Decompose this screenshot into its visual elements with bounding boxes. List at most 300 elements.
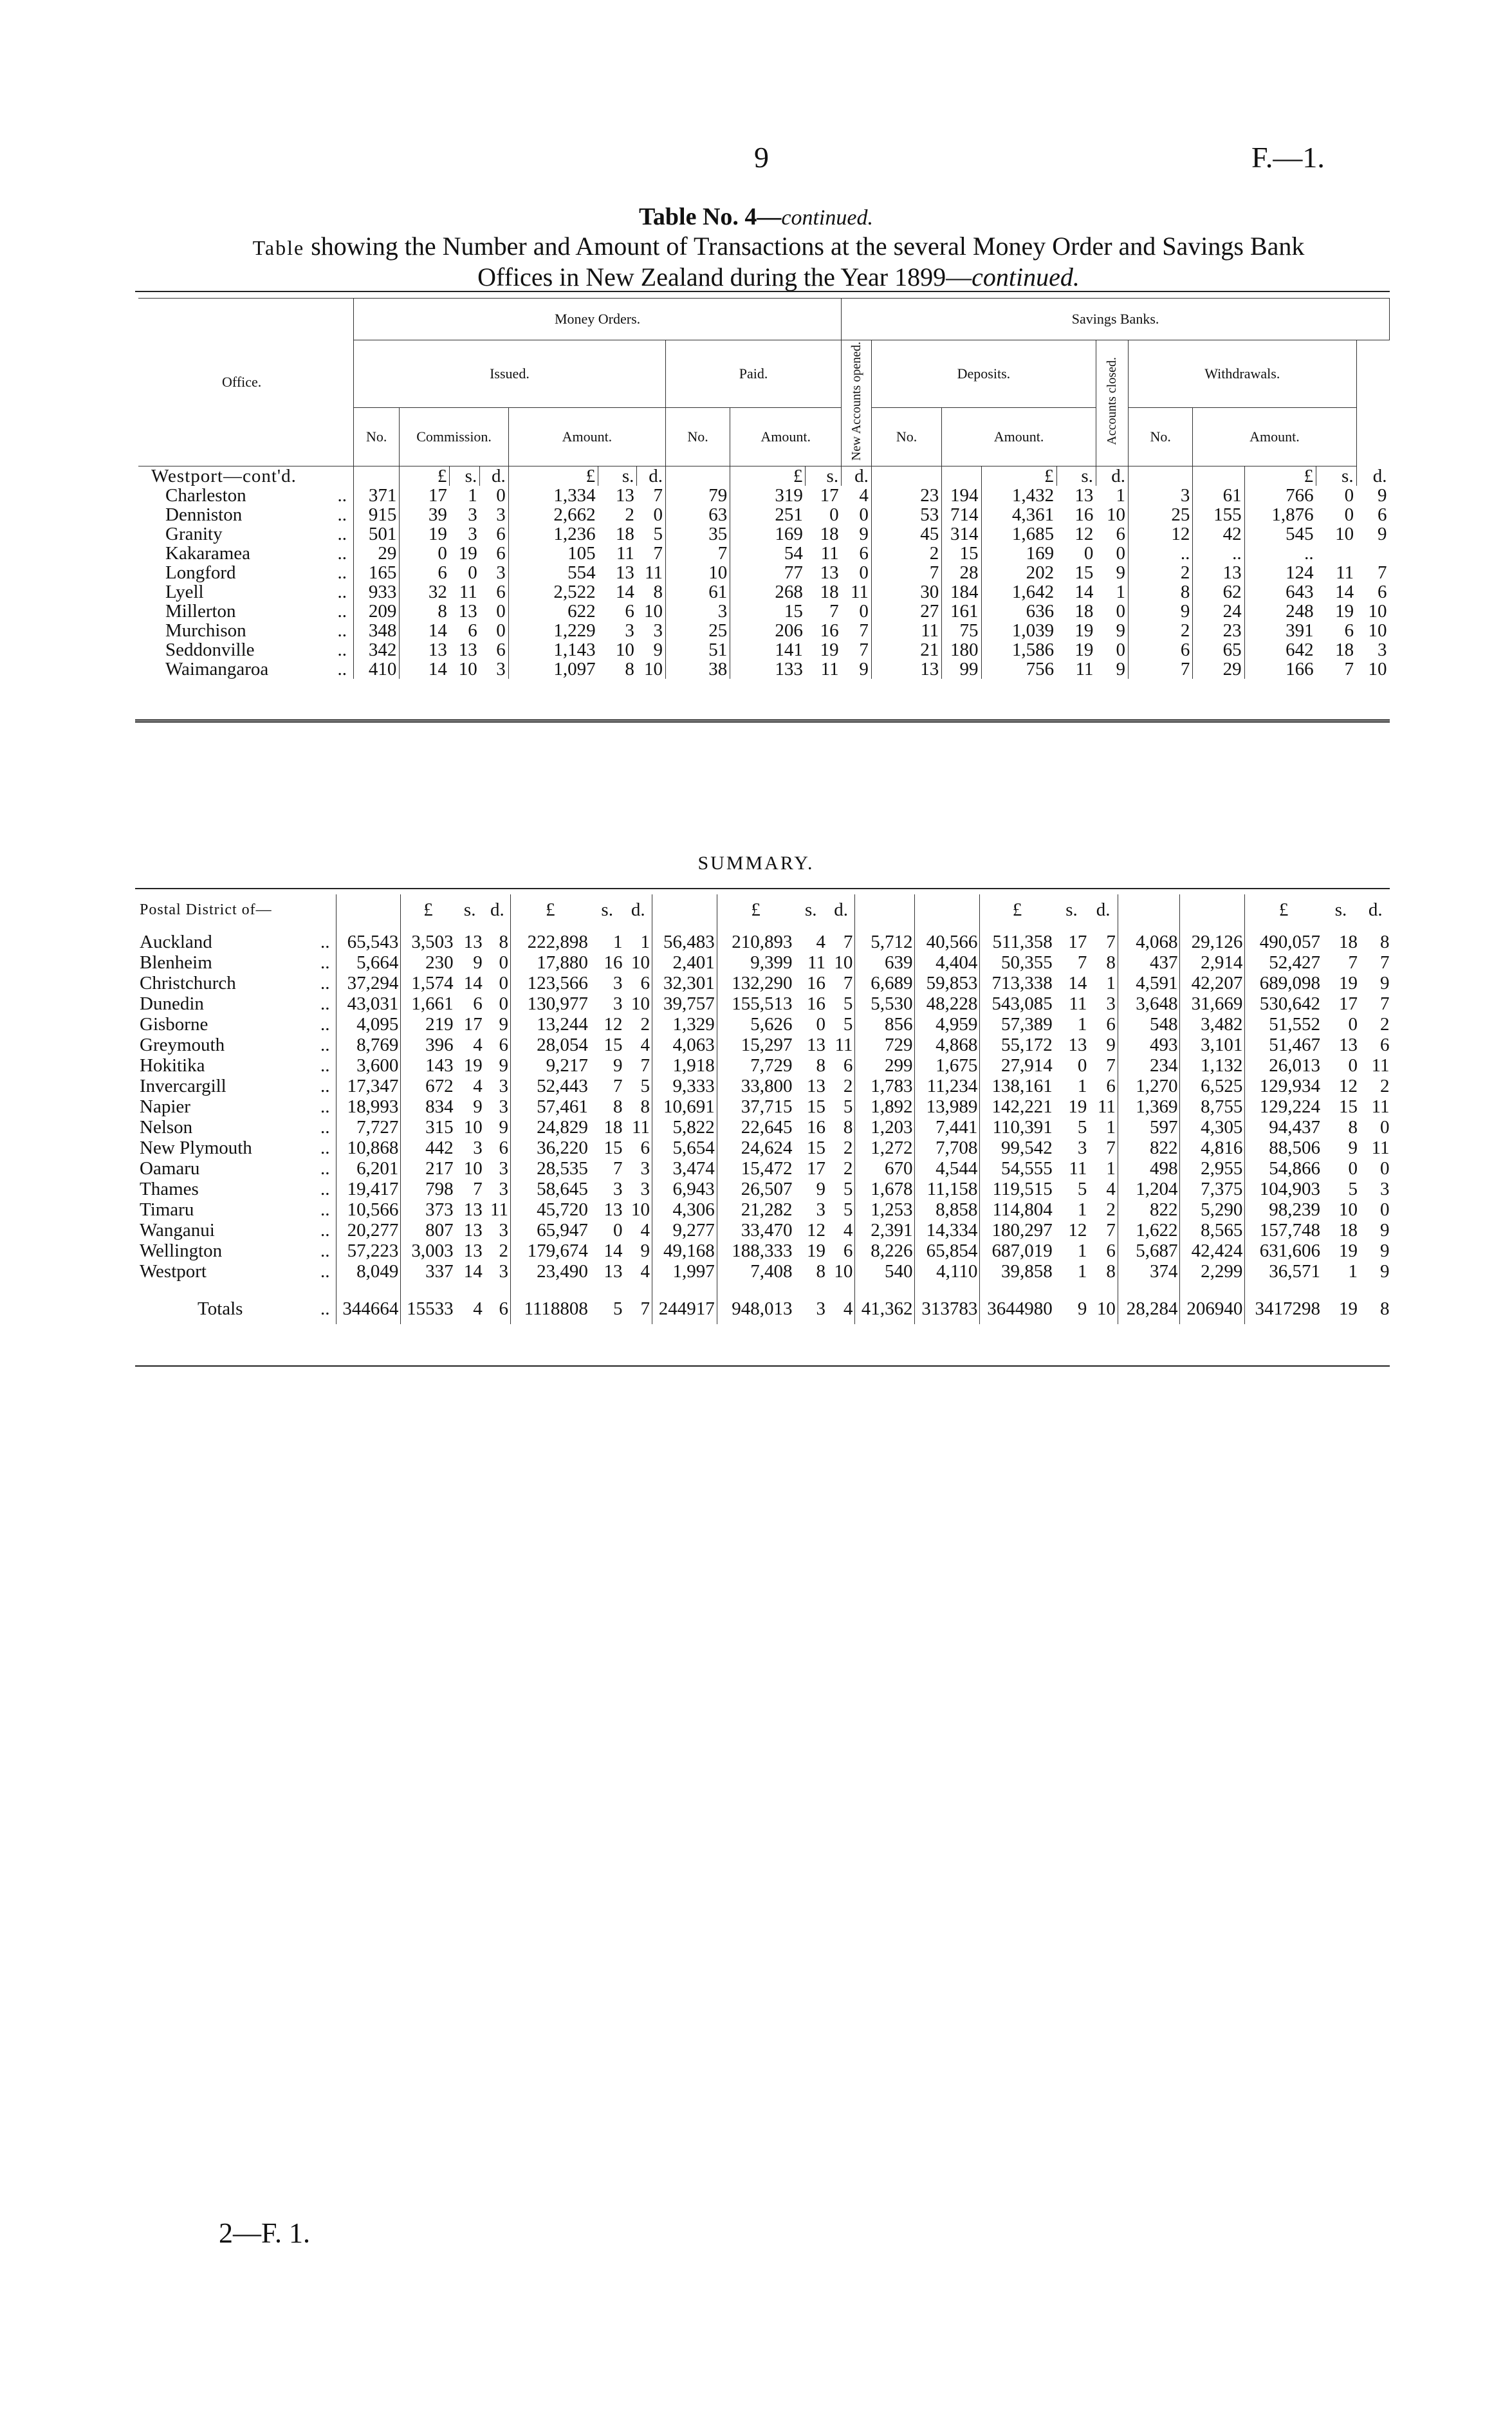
office-name xyxy=(138,563,353,582)
data-cell: 4,959 xyxy=(915,1014,980,1035)
data-cell: 8 xyxy=(613,1096,623,1117)
data-cell: 8,049 xyxy=(336,1261,401,1282)
office-name-text: Lyell xyxy=(165,581,204,602)
data-cell: 933 xyxy=(353,582,399,602)
unit-cell xyxy=(1180,894,1245,932)
data-cell: 9 xyxy=(473,952,483,973)
data-cell: 9 xyxy=(1106,1035,1116,1055)
unit-s: s. xyxy=(463,900,476,920)
data-cell: 180,297 xyxy=(980,1220,1055,1241)
district-name-text: New Plymouth xyxy=(140,1138,252,1158)
data-cell: 165 xyxy=(353,563,399,582)
data-cell: 14 xyxy=(604,1241,623,1261)
data-cell: 39 xyxy=(400,505,450,524)
data-cell: 0 xyxy=(499,993,508,1014)
data-cell: 12 xyxy=(1068,1220,1087,1241)
data-cell: 1,432 xyxy=(981,486,1056,505)
district-name-text: Westport xyxy=(140,1261,207,1282)
data-cell: 3 xyxy=(496,504,506,525)
data-cell: 3 xyxy=(499,1179,508,1199)
district-name xyxy=(137,1117,336,1138)
data-cell: 5 xyxy=(843,1199,853,1220)
office-name xyxy=(138,621,353,640)
district-name xyxy=(137,952,336,973)
district-name-text: Blenheim xyxy=(140,952,212,973)
data-cell: 3 xyxy=(640,1158,650,1179)
data-cell: 9 xyxy=(816,1179,825,1199)
savings-banks-header: Savings Banks. xyxy=(842,299,1390,340)
data-cell: 1,236 xyxy=(508,524,598,544)
data-cell: 17,347 xyxy=(336,1076,401,1096)
unit-l: £ xyxy=(510,894,589,932)
data-cell: 3 xyxy=(468,523,477,544)
data-cell: 7 xyxy=(613,1076,623,1096)
data-cell: 0 xyxy=(859,600,869,622)
data-cell: 9,217 xyxy=(510,1055,589,1076)
data-cell: 13,244 xyxy=(510,1014,589,1035)
data-cell: 689,098 xyxy=(1245,973,1322,993)
data-cell: 2 xyxy=(843,1158,853,1179)
data-cell: 10 xyxy=(463,1158,483,1179)
data-cell: 13 xyxy=(604,1199,623,1220)
table-row xyxy=(137,1055,1392,1076)
data-cell: 1,876 xyxy=(1244,505,1316,524)
data-cell: 1,329 xyxy=(652,1014,717,1035)
data-cell: 6 xyxy=(625,600,634,622)
data-cell: 23 xyxy=(871,486,941,505)
data-cell: 4,816 xyxy=(1180,1138,1245,1158)
data-cell: 0 xyxy=(499,973,508,993)
unit-l: £ xyxy=(730,466,806,486)
data-cell: 16 xyxy=(806,1117,825,1138)
data-cell: 4 xyxy=(859,485,869,506)
table-row xyxy=(137,1035,1392,1055)
data-cell: 27,914 xyxy=(980,1055,1055,1076)
data-cell: 24 xyxy=(1193,602,1244,621)
district-name xyxy=(137,1138,336,1158)
data-cell: 15 xyxy=(604,1138,623,1158)
data-cell: 0 xyxy=(496,485,506,506)
data-cell: 6 xyxy=(859,542,869,564)
district-name-text: Auckland xyxy=(140,932,212,952)
unit-d: d. xyxy=(490,900,504,920)
data-cell: 1,204 xyxy=(1118,1179,1180,1199)
data-cell: 15,297 xyxy=(717,1035,794,1055)
data-cell: 3 xyxy=(665,602,730,621)
data-cell: 7 xyxy=(653,542,663,564)
data-cell: 13 xyxy=(1338,1035,1358,1055)
data-cell: 1,892 xyxy=(855,1096,915,1117)
data-cell: 19 xyxy=(1074,639,1094,660)
data-cell: 766 xyxy=(1244,486,1316,505)
data-cell: 0 xyxy=(859,562,869,583)
data-cell: 53 xyxy=(871,505,941,524)
total-cell: 6 xyxy=(499,1298,508,1319)
data-cell: 4,095 xyxy=(336,1014,401,1035)
unit-d: d. xyxy=(480,466,509,486)
westport-table xyxy=(138,298,1390,679)
data-cell: 29 xyxy=(353,544,399,563)
district-name-text: Thames xyxy=(140,1179,199,1199)
data-cell: .. xyxy=(1129,544,1193,563)
data-cell: 4,361 xyxy=(981,505,1056,524)
new-accounts-label: New Accounts opened. xyxy=(849,342,863,461)
district-name xyxy=(137,1158,336,1179)
office-name xyxy=(138,544,353,563)
data-cell: 155 xyxy=(1193,505,1244,524)
data-cell: 19 xyxy=(400,524,450,544)
data-cell: 8 xyxy=(816,1261,825,1282)
data-cell: 3 xyxy=(1129,486,1193,505)
leader-dots: .. xyxy=(320,1096,330,1117)
data-cell: 17 xyxy=(806,1158,825,1179)
unit-d: d. xyxy=(834,900,849,920)
data-cell: 7 xyxy=(843,973,853,993)
data-cell: 7 xyxy=(1106,1055,1116,1076)
data-cell: 129,224 xyxy=(1245,1096,1322,1117)
data-cell: 622 xyxy=(508,602,598,621)
district-name-text: Christchurch xyxy=(140,973,236,993)
data-cell: 391 xyxy=(1244,621,1316,640)
data-cell: 636 xyxy=(981,602,1056,621)
data-cell: 15 xyxy=(806,1096,825,1117)
data-cell: 18 xyxy=(820,581,839,602)
withdrawals-header: Withdrawals. xyxy=(1129,340,1357,408)
data-cell: 6 xyxy=(640,973,650,993)
data-cell: 50,355 xyxy=(980,952,1055,973)
data-cell: 11 xyxy=(1371,1096,1390,1117)
table-row xyxy=(138,602,1390,621)
data-cell: 798 xyxy=(401,1179,456,1199)
office-name xyxy=(138,524,353,544)
data-cell: 142,221 xyxy=(980,1096,1055,1117)
data-cell: 437 xyxy=(1118,952,1180,973)
data-cell: 157,748 xyxy=(1245,1220,1322,1241)
data-cell: 3 xyxy=(499,1076,508,1096)
data-cell: 9 xyxy=(1129,602,1193,621)
data-cell: 13 xyxy=(806,1076,825,1096)
data-cell: 4 xyxy=(640,1035,650,1055)
data-cell: 19 xyxy=(1335,600,1354,622)
district-name xyxy=(137,1096,336,1117)
unit-cell xyxy=(665,466,730,486)
leader-dots: .. xyxy=(320,1179,330,1199)
unit-d: d. xyxy=(842,466,872,486)
data-cell: 6 xyxy=(843,1241,853,1261)
office-name xyxy=(138,505,353,524)
data-cell: 8 xyxy=(816,1055,825,1076)
data-cell: 6 xyxy=(496,639,506,660)
leader-dots: .. xyxy=(320,952,330,973)
data-cell: 8,226 xyxy=(855,1241,915,1261)
leader-dots: .. xyxy=(337,523,347,544)
data-cell: 2 xyxy=(625,504,634,525)
data-cell: 58,645 xyxy=(510,1179,589,1199)
data-cell: 13 xyxy=(463,1220,483,1241)
data-cell: 18 xyxy=(1335,639,1354,660)
district-name xyxy=(137,1220,336,1241)
data-cell: 123,566 xyxy=(510,973,589,993)
district-name-text: Wellington xyxy=(140,1241,223,1261)
unit-l: £ xyxy=(401,894,456,932)
caption-line1: showing the Number and Amount of Transactions at the several Money Order and Savings Bank xyxy=(304,232,1305,261)
summary-table-body xyxy=(137,894,1392,1324)
data-cell: 3 xyxy=(653,620,663,641)
data-cell: 38 xyxy=(665,660,730,679)
data-cell: 29 xyxy=(1193,660,1244,679)
data-cell: 6 xyxy=(499,1138,508,1158)
data-cell: 222,898 xyxy=(510,932,589,952)
data-cell: 3 xyxy=(1077,1138,1087,1158)
summary-title: SUMMARY. xyxy=(697,853,815,874)
data-cell: 6 xyxy=(1378,581,1387,602)
data-cell: 10 xyxy=(631,1199,650,1220)
data-cell: 65 xyxy=(1193,640,1244,660)
data-cell: 98,239 xyxy=(1245,1199,1322,1220)
data-cell: 6 xyxy=(1378,504,1387,525)
data-cell: 13 xyxy=(458,600,477,622)
data-cell: 11 xyxy=(850,581,869,602)
data-cell: 10 xyxy=(643,658,663,679)
data-cell: 9 xyxy=(1116,658,1126,679)
data-cell: 2 xyxy=(1129,621,1193,640)
district-name-text: Hokitika xyxy=(140,1055,205,1076)
data-cell: 1,334 xyxy=(508,486,598,505)
data-cell: 59,853 xyxy=(915,973,980,993)
data-cell: 25 xyxy=(1129,505,1193,524)
data-cell: 61 xyxy=(1193,486,1244,505)
data-cell: 7 xyxy=(859,639,869,660)
data-cell: 0 xyxy=(468,562,477,583)
office-name xyxy=(138,660,353,679)
table-title xyxy=(0,203,1512,231)
district-name xyxy=(137,1261,336,1282)
data-cell: 62 xyxy=(1193,582,1244,602)
data-cell: 7 xyxy=(843,932,853,952)
commission-header: Commission. xyxy=(400,407,508,466)
data-cell: 756 xyxy=(981,660,1056,679)
data-cell: 11 xyxy=(1069,993,1087,1014)
data-cell: 3,600 xyxy=(336,1055,401,1076)
data-cell: 8 xyxy=(1380,932,1390,952)
total-cell: 3417298 xyxy=(1245,1282,1322,1324)
office-name-text: Granity xyxy=(165,523,223,544)
leader-dots: .. xyxy=(337,504,347,525)
table-title-italic: continued. xyxy=(781,206,873,230)
data-cell: 670 xyxy=(855,1158,915,1179)
data-cell: 20,277 xyxy=(336,1220,401,1241)
data-cell: 16 xyxy=(604,952,623,973)
data-cell: 530,642 xyxy=(1245,993,1322,1014)
data-cell: 43,031 xyxy=(336,993,401,1014)
data-cell: 234 xyxy=(1118,1055,1180,1076)
data-cell: 33,800 xyxy=(717,1076,794,1096)
unit-s: s. xyxy=(804,900,817,920)
unit-l: £ xyxy=(981,466,1056,486)
data-cell: 8 xyxy=(1348,1117,1358,1138)
withdrawals-no-header: No. xyxy=(1129,407,1193,466)
data-cell: 10 xyxy=(631,952,650,973)
data-cell: 1 xyxy=(1106,973,1116,993)
data-cell: 138,161 xyxy=(980,1076,1055,1096)
data-cell: 3 xyxy=(613,973,623,993)
data-cell: 548 xyxy=(1118,1014,1180,1035)
data-cell: 0 xyxy=(1380,1158,1390,1179)
data-cell: 7 xyxy=(1129,660,1193,679)
office-name-text: Denniston xyxy=(165,504,243,525)
table-row xyxy=(137,1138,1392,1158)
data-cell: 3,474 xyxy=(652,1158,717,1179)
data-cell: 33,470 xyxy=(717,1220,794,1241)
data-cell: 8 xyxy=(1106,952,1116,973)
data-cell: 6 xyxy=(1106,1241,1116,1261)
data-cell: 94,437 xyxy=(1245,1117,1322,1138)
table-row xyxy=(137,1117,1392,1138)
data-cell: 12 xyxy=(1074,523,1094,544)
data-cell: 184 xyxy=(942,582,981,602)
data-cell: 26,013 xyxy=(1245,1055,1322,1076)
data-cell: 15 xyxy=(942,544,981,563)
data-cell: 4,068 xyxy=(1118,932,1180,952)
office-name xyxy=(138,640,353,660)
data-cell: 1,622 xyxy=(1118,1220,1180,1241)
data-cell: 713,338 xyxy=(980,973,1055,993)
summary-bottom-rule xyxy=(135,1365,1390,1367)
data-cell: 7 xyxy=(613,1158,623,1179)
data-cell xyxy=(1356,544,1389,563)
data-cell: 1 xyxy=(1348,1261,1358,1282)
data-cell: 180 xyxy=(942,640,981,660)
data-cell: 3 xyxy=(496,562,506,583)
data-cell: 29,126 xyxy=(1180,932,1245,952)
office-name-text: Waimangaroa xyxy=(165,658,269,679)
data-cell: 314 xyxy=(942,524,981,544)
unit-l: £ xyxy=(400,466,450,486)
data-cell: 28 xyxy=(942,563,981,582)
data-cell: 4 xyxy=(473,1076,483,1096)
summary-table xyxy=(137,894,1392,1324)
leader-dots: .. xyxy=(320,1055,330,1076)
data-cell: 13 xyxy=(820,562,839,583)
data-cell: 7 xyxy=(653,485,663,506)
data-cell: 32,301 xyxy=(652,973,717,993)
data-cell: 3 xyxy=(499,1261,508,1282)
data-cell: 4,544 xyxy=(915,1158,980,1179)
data-cell: 6,525 xyxy=(1180,1076,1245,1096)
data-cell: 1,918 xyxy=(652,1055,717,1076)
data-cell: 6 xyxy=(1106,1076,1116,1096)
data-cell: 493 xyxy=(1118,1035,1180,1055)
data-cell: 51,467 xyxy=(1245,1035,1322,1055)
data-cell: 498 xyxy=(1118,1158,1180,1179)
district-name-text: Gisborne xyxy=(140,1014,208,1035)
data-cell: 856 xyxy=(855,1014,915,1035)
data-cell: 1,143 xyxy=(508,640,598,660)
total-cell: 344664 xyxy=(336,1282,401,1324)
data-cell: 14,334 xyxy=(915,1220,980,1241)
total-cell: 7 xyxy=(640,1298,650,1319)
data-cell: 3 xyxy=(468,504,477,525)
data-cell: 12 xyxy=(604,1014,623,1035)
table-end-rule xyxy=(135,719,1390,724)
data-cell: 0 xyxy=(653,504,663,525)
data-cell: 4,404 xyxy=(915,952,980,973)
data-cell: 2,955 xyxy=(1180,1158,1245,1179)
data-cell: 99,542 xyxy=(980,1138,1055,1158)
data-cell: 7 xyxy=(473,1179,483,1199)
table-row xyxy=(137,993,1392,1014)
data-cell: 9 xyxy=(1116,562,1126,583)
data-cell: 6,689 xyxy=(855,973,915,993)
data-cell: 32 xyxy=(400,582,450,602)
data-cell: 6 xyxy=(496,581,506,602)
summary-header-row xyxy=(137,894,1392,932)
data-cell: 9 xyxy=(499,1014,508,1035)
district-row xyxy=(138,466,1390,486)
data-cell: 822 xyxy=(1118,1199,1180,1220)
data-cell: 9 xyxy=(859,523,869,544)
office-name-text: Murchison xyxy=(165,620,246,641)
data-cell: 6 xyxy=(1129,640,1193,660)
data-cell: 45,720 xyxy=(510,1199,589,1220)
data-cell: 5,712 xyxy=(855,932,915,952)
data-cell: 3 xyxy=(625,620,634,641)
issued-no-header: No. xyxy=(353,407,399,466)
data-cell: 7,708 xyxy=(915,1138,980,1158)
data-cell: 11 xyxy=(820,658,839,679)
data-cell: 25 xyxy=(665,621,730,640)
data-cell: 9 xyxy=(1380,1241,1390,1261)
data-cell: 1,675 xyxy=(915,1055,980,1076)
data-cell: 2,401 xyxy=(652,952,717,973)
data-cell: 807 xyxy=(401,1220,456,1241)
data-cell: 5,530 xyxy=(855,993,915,1014)
data-cell: 915 xyxy=(353,505,399,524)
data-cell: 14 xyxy=(615,581,634,602)
data-cell: 2 xyxy=(499,1241,508,1261)
data-cell: 3 xyxy=(613,993,623,1014)
table-row xyxy=(137,1241,1392,1261)
data-cell: 251 xyxy=(730,505,806,524)
data-cell: 1 xyxy=(1077,1199,1087,1220)
data-cell: 396 xyxy=(401,1035,456,1055)
data-cell: 9 xyxy=(1380,1220,1390,1241)
district-name-text: Greymouth xyxy=(140,1035,225,1055)
data-cell: 119,515 xyxy=(980,1179,1055,1199)
data-cell: 4,110 xyxy=(915,1261,980,1282)
data-cell: 8 xyxy=(1106,1261,1116,1282)
data-cell: 2,914 xyxy=(1180,952,1245,973)
data-cell: 1 xyxy=(1077,1014,1087,1035)
data-cell: 14 xyxy=(463,973,483,993)
table-row xyxy=(138,563,1390,582)
data-cell: 5 xyxy=(843,1096,853,1117)
data-cell: 0 xyxy=(1380,1199,1390,1220)
data-cell: 19 xyxy=(463,1055,483,1076)
data-cell: 342 xyxy=(353,640,399,660)
data-cell: 194 xyxy=(942,486,981,505)
data-cell: 1 xyxy=(1077,1261,1087,1282)
data-cell: 5 xyxy=(843,1014,853,1035)
district-name xyxy=(137,993,336,1014)
leader-dots: .. xyxy=(320,1199,330,1220)
data-cell: 49,168 xyxy=(652,1241,717,1261)
data-cell: 10 xyxy=(1368,658,1387,679)
leader-dots: .. xyxy=(337,562,347,583)
data-cell: 16 xyxy=(806,973,825,993)
data-cell: 0 xyxy=(1380,1117,1390,1138)
data-cell: 4,305 xyxy=(1180,1117,1245,1138)
